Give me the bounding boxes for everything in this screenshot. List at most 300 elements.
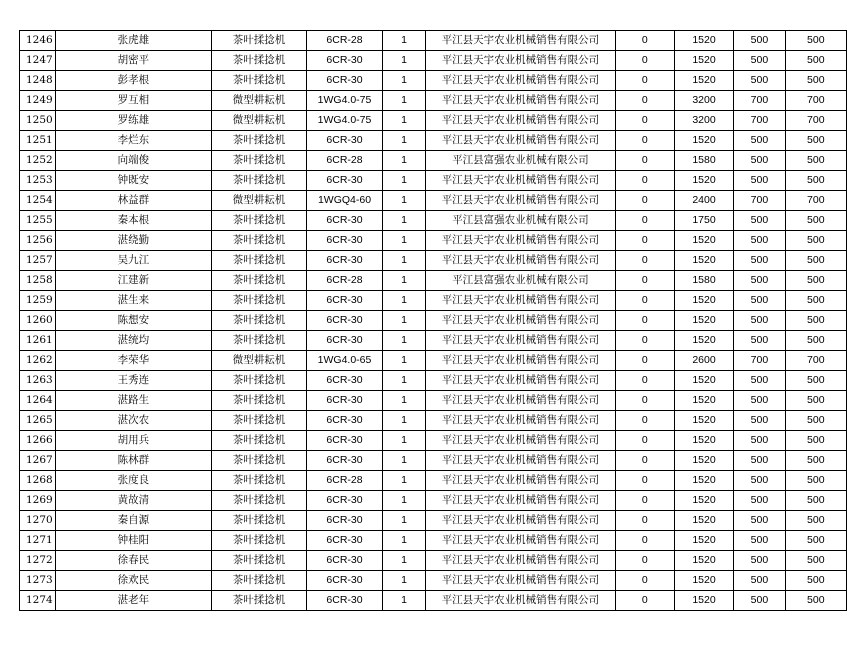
cell-col8: 1520 bbox=[674, 231, 733, 251]
cell-col9: 500 bbox=[734, 71, 785, 91]
table-row bbox=[20, 391, 847, 411]
cell-col7: 0 bbox=[615, 571, 674, 591]
cell-applicant-name: 钟既安 bbox=[55, 171, 211, 191]
cell-dealer: 平江县天宇农业机械销售有限公司 bbox=[426, 431, 615, 451]
cell-quantity: 1 bbox=[382, 471, 425, 491]
subsidy-table bbox=[19, 30, 847, 611]
table-row bbox=[20, 211, 847, 231]
cell-row-number: 1263 bbox=[20, 371, 56, 391]
cell-col8: 1520 bbox=[674, 291, 733, 311]
cell-col10: 500 bbox=[785, 251, 846, 271]
cell-row-number: 1256 bbox=[20, 231, 56, 251]
cell-dealer: 平江县富强农业机械有限公司 bbox=[426, 271, 615, 291]
cell-col7: 0 bbox=[615, 551, 674, 571]
cell-quantity: 1 bbox=[382, 151, 425, 171]
cell-dealer: 平江县天宇农业机械销售有限公司 bbox=[426, 411, 615, 431]
cell-col10: 500 bbox=[785, 171, 846, 191]
cell-col10: 500 bbox=[785, 271, 846, 291]
cell-machine-model: 1WGQ4-60 bbox=[307, 191, 383, 211]
cell-col7: 0 bbox=[615, 511, 674, 531]
cell-applicant-name: 秦本根 bbox=[55, 211, 211, 231]
table-row bbox=[20, 291, 847, 311]
cell-machine-type: 茶叶揉捻机 bbox=[211, 211, 306, 231]
cell-col7: 0 bbox=[615, 591, 674, 611]
cell-machine-model: 6CR-30 bbox=[307, 591, 383, 611]
cell-row-number: 1246 bbox=[20, 31, 56, 51]
cell-row-number: 1267 bbox=[20, 451, 56, 471]
cell-dealer: 平江县天宇农业机械销售有限公司 bbox=[426, 91, 615, 111]
cell-machine-model: 6CR-30 bbox=[307, 71, 383, 91]
cell-applicant-name: 陈林群 bbox=[55, 451, 211, 471]
cell-row-number: 1250 bbox=[20, 111, 56, 131]
cell-dealer: 平江县天宇农业机械销售有限公司 bbox=[426, 131, 615, 151]
cell-applicant-name: 王秀连 bbox=[55, 371, 211, 391]
cell-machine-model: 6CR-28 bbox=[307, 271, 383, 291]
cell-row-number: 1251 bbox=[20, 131, 56, 151]
cell-col9: 500 bbox=[734, 391, 785, 411]
cell-col7: 0 bbox=[615, 291, 674, 311]
cell-col8: 1520 bbox=[674, 51, 733, 71]
cell-col7: 0 bbox=[615, 451, 674, 471]
cell-col10: 700 bbox=[785, 111, 846, 131]
cell-applicant-name: 江建新 bbox=[55, 271, 211, 291]
cell-col9: 500 bbox=[734, 31, 785, 51]
cell-applicant-name: 湛路生 bbox=[55, 391, 211, 411]
cell-machine-model: 6CR-30 bbox=[307, 311, 383, 331]
cell-machine-type: 茶叶揉捻机 bbox=[211, 511, 306, 531]
cell-applicant-name: 徐春民 bbox=[55, 551, 211, 571]
cell-machine-type: 微型耕耘机 bbox=[211, 191, 306, 211]
cell-machine-type: 茶叶揉捻机 bbox=[211, 571, 306, 591]
cell-quantity: 1 bbox=[382, 111, 425, 131]
table-row bbox=[20, 531, 847, 551]
cell-dealer: 平江县天宇农业机械销售有限公司 bbox=[426, 591, 615, 611]
cell-col9: 700 bbox=[734, 191, 785, 211]
cell-col7: 0 bbox=[615, 371, 674, 391]
cell-dealer: 平江县天宇农业机械销售有限公司 bbox=[426, 391, 615, 411]
cell-col9: 500 bbox=[734, 371, 785, 391]
table-row bbox=[20, 331, 847, 351]
cell-machine-type: 茶叶揉捻机 bbox=[211, 251, 306, 271]
cell-col9: 500 bbox=[734, 471, 785, 491]
cell-col10: 700 bbox=[785, 351, 846, 371]
cell-applicant-name: 湛绕勤 bbox=[55, 231, 211, 251]
cell-col10: 500 bbox=[785, 371, 846, 391]
cell-machine-type: 茶叶揉捻机 bbox=[211, 271, 306, 291]
cell-dealer: 平江县天宇农业机械销售有限公司 bbox=[426, 571, 615, 591]
cell-row-number: 1272 bbox=[20, 551, 56, 571]
cell-machine-type: 茶叶揉捻机 bbox=[211, 551, 306, 571]
cell-machine-type: 茶叶揉捻机 bbox=[211, 531, 306, 551]
cell-machine-type: 茶叶揉捻机 bbox=[211, 171, 306, 191]
table-row bbox=[20, 411, 847, 431]
cell-col9: 500 bbox=[734, 571, 785, 591]
cell-quantity: 1 bbox=[382, 271, 425, 291]
cell-machine-type: 茶叶揉捻机 bbox=[211, 151, 306, 171]
cell-machine-model: 6CR-30 bbox=[307, 411, 383, 431]
cell-dealer: 平江县天宇农业机械销售有限公司 bbox=[426, 331, 615, 351]
cell-machine-model: 1WG4.0-75 bbox=[307, 111, 383, 131]
cell-applicant-name: 湛生来 bbox=[55, 291, 211, 311]
cell-row-number: 1266 bbox=[20, 431, 56, 451]
cell-col10: 500 bbox=[785, 571, 846, 591]
cell-quantity: 1 bbox=[382, 511, 425, 531]
cell-col7: 0 bbox=[615, 311, 674, 331]
cell-row-number: 1265 bbox=[20, 411, 56, 431]
cell-machine-type: 茶叶揉捻机 bbox=[211, 231, 306, 251]
cell-col7: 0 bbox=[615, 231, 674, 251]
cell-col8: 1580 bbox=[674, 271, 733, 291]
cell-col9: 500 bbox=[734, 51, 785, 71]
cell-quantity: 1 bbox=[382, 171, 425, 191]
cell-col10: 500 bbox=[785, 151, 846, 171]
cell-col9: 500 bbox=[734, 511, 785, 531]
cell-dealer: 平江县天宇农业机械销售有限公司 bbox=[426, 291, 615, 311]
cell-col8: 1520 bbox=[674, 71, 733, 91]
cell-quantity: 1 bbox=[382, 391, 425, 411]
cell-col10: 700 bbox=[785, 191, 846, 211]
cell-row-number: 1268 bbox=[20, 471, 56, 491]
cell-col8: 1750 bbox=[674, 211, 733, 231]
cell-quantity: 1 bbox=[382, 431, 425, 451]
cell-quantity: 1 bbox=[382, 371, 425, 391]
cell-col8: 3200 bbox=[674, 111, 733, 131]
cell-machine-model: 6CR-30 bbox=[307, 431, 383, 451]
cell-row-number: 1259 bbox=[20, 291, 56, 311]
cell-machine-model: 6CR-30 bbox=[307, 211, 383, 231]
cell-row-number: 1273 bbox=[20, 571, 56, 591]
cell-applicant-name: 吴九江 bbox=[55, 251, 211, 271]
cell-col9: 500 bbox=[734, 271, 785, 291]
cell-col7: 0 bbox=[615, 491, 674, 511]
cell-col9: 700 bbox=[734, 351, 785, 371]
cell-col10: 500 bbox=[785, 511, 846, 531]
cell-col7: 0 bbox=[615, 131, 674, 151]
cell-machine-model: 6CR-30 bbox=[307, 511, 383, 531]
cell-row-number: 1255 bbox=[20, 211, 56, 231]
cell-machine-type: 茶叶揉捻机 bbox=[211, 331, 306, 351]
cell-dealer: 平江县富强农业机械有限公司 bbox=[426, 211, 615, 231]
cell-col10: 500 bbox=[785, 471, 846, 491]
cell-machine-model: 6CR-30 bbox=[307, 171, 383, 191]
cell-dealer: 平江县天宇农业机械销售有限公司 bbox=[426, 551, 615, 571]
table-row bbox=[20, 31, 847, 51]
cell-quantity: 1 bbox=[382, 311, 425, 331]
cell-machine-type: 微型耕耘机 bbox=[211, 111, 306, 131]
cell-quantity: 1 bbox=[382, 531, 425, 551]
cell-row-number: 1247 bbox=[20, 51, 56, 71]
table-row bbox=[20, 131, 847, 151]
table-row bbox=[20, 351, 847, 371]
cell-machine-model: 6CR-30 bbox=[307, 391, 383, 411]
cell-col10: 500 bbox=[785, 231, 846, 251]
cell-machine-model: 6CR-30 bbox=[307, 571, 383, 591]
table-row bbox=[20, 251, 847, 271]
cell-row-number: 1249 bbox=[20, 91, 56, 111]
cell-row-number: 1254 bbox=[20, 191, 56, 211]
cell-applicant-name: 向端俊 bbox=[55, 151, 211, 171]
cell-row-number: 1252 bbox=[20, 151, 56, 171]
cell-row-number: 1264 bbox=[20, 391, 56, 411]
cell-machine-type: 茶叶揉捻机 bbox=[211, 451, 306, 471]
table-row bbox=[20, 191, 847, 211]
cell-col9: 500 bbox=[734, 311, 785, 331]
cell-machine-type: 微型耕耘机 bbox=[211, 351, 306, 371]
cell-row-number: 1262 bbox=[20, 351, 56, 371]
cell-dealer: 平江县天宇农业机械销售有限公司 bbox=[426, 71, 615, 91]
cell-machine-model: 6CR-28 bbox=[307, 151, 383, 171]
cell-dealer: 平江县天宇农业机械销售有限公司 bbox=[426, 191, 615, 211]
table-row bbox=[20, 371, 847, 391]
table-row bbox=[20, 491, 847, 511]
cell-applicant-name: 林益群 bbox=[55, 191, 211, 211]
cell-col8: 1520 bbox=[674, 411, 733, 431]
cell-quantity: 1 bbox=[382, 451, 425, 471]
cell-col7: 0 bbox=[615, 111, 674, 131]
cell-machine-type: 茶叶揉捻机 bbox=[211, 131, 306, 151]
cell-row-number: 1274 bbox=[20, 591, 56, 611]
cell-machine-model: 6CR-30 bbox=[307, 251, 383, 271]
cell-dealer: 平江县天宇农业机械销售有限公司 bbox=[426, 111, 615, 131]
cell-quantity: 1 bbox=[382, 191, 425, 211]
cell-col8: 1520 bbox=[674, 171, 733, 191]
cell-col8: 1580 bbox=[674, 151, 733, 171]
cell-applicant-name: 胡密平 bbox=[55, 51, 211, 71]
cell-applicant-name: 彭孝根 bbox=[55, 71, 211, 91]
cell-dealer: 平江县天宇农业机械销售有限公司 bbox=[426, 231, 615, 251]
cell-col10: 500 bbox=[785, 31, 846, 51]
cell-applicant-name: 徐欢民 bbox=[55, 571, 211, 591]
cell-quantity: 1 bbox=[382, 491, 425, 511]
cell-dealer: 平江县天宇农业机械销售有限公司 bbox=[426, 171, 615, 191]
cell-col10: 500 bbox=[785, 131, 846, 151]
cell-col7: 0 bbox=[615, 251, 674, 271]
cell-col9: 500 bbox=[734, 231, 785, 251]
table-row bbox=[20, 91, 847, 111]
cell-applicant-name: 李荣华 bbox=[55, 351, 211, 371]
cell-row-number: 1253 bbox=[20, 171, 56, 191]
cell-applicant-name: 胡用兵 bbox=[55, 431, 211, 451]
cell-quantity: 1 bbox=[382, 251, 425, 271]
cell-machine-model: 6CR-28 bbox=[307, 471, 383, 491]
cell-col10: 500 bbox=[785, 331, 846, 351]
cell-col8: 1520 bbox=[674, 251, 733, 271]
cell-dealer: 平江县天宇农业机械销售有限公司 bbox=[426, 471, 615, 491]
table-row bbox=[20, 311, 847, 331]
cell-col9: 500 bbox=[734, 291, 785, 311]
cell-col8: 1520 bbox=[674, 551, 733, 571]
cell-col7: 0 bbox=[615, 351, 674, 371]
cell-machine-model: 6CR-28 bbox=[307, 31, 383, 51]
cell-col7: 0 bbox=[615, 531, 674, 551]
cell-machine-model: 6CR-30 bbox=[307, 531, 383, 551]
cell-machine-type: 茶叶揉捻机 bbox=[211, 71, 306, 91]
cell-machine-type: 茶叶揉捻机 bbox=[211, 491, 306, 511]
cell-machine-model: 6CR-30 bbox=[307, 331, 383, 351]
cell-col8: 2400 bbox=[674, 191, 733, 211]
cell-machine-model: 6CR-30 bbox=[307, 231, 383, 251]
cell-dealer: 平江县富强农业机械有限公司 bbox=[426, 151, 615, 171]
cell-col10: 500 bbox=[785, 411, 846, 431]
cell-machine-model: 1WG4.0-65 bbox=[307, 351, 383, 371]
table-row bbox=[20, 451, 847, 471]
cell-col10: 500 bbox=[785, 311, 846, 331]
cell-col8: 1520 bbox=[674, 471, 733, 491]
cell-row-number: 1248 bbox=[20, 71, 56, 91]
table-row bbox=[20, 511, 847, 531]
cell-applicant-name: 李烂东 bbox=[55, 131, 211, 151]
cell-quantity: 1 bbox=[382, 91, 425, 111]
cell-machine-model: 1WG4.0-75 bbox=[307, 91, 383, 111]
cell-quantity: 1 bbox=[382, 31, 425, 51]
table-row bbox=[20, 111, 847, 131]
cell-col9: 500 bbox=[734, 551, 785, 571]
cell-dealer: 平江县天宇农业机械销售有限公司 bbox=[426, 451, 615, 471]
table-row bbox=[20, 271, 847, 291]
cell-quantity: 1 bbox=[382, 211, 425, 231]
cell-machine-model: 6CR-30 bbox=[307, 131, 383, 151]
table-row bbox=[20, 151, 847, 171]
cell-col8: 1520 bbox=[674, 591, 733, 611]
table-row bbox=[20, 431, 847, 451]
cell-col9: 500 bbox=[734, 531, 785, 551]
table-body bbox=[20, 31, 847, 611]
cell-col8: 1520 bbox=[674, 491, 733, 511]
cell-row-number: 1271 bbox=[20, 531, 56, 551]
cell-col10: 500 bbox=[785, 211, 846, 231]
cell-col7: 0 bbox=[615, 391, 674, 411]
cell-col8: 1520 bbox=[674, 431, 733, 451]
cell-machine-type: 茶叶揉捻机 bbox=[211, 51, 306, 71]
cell-dealer: 平江县天宇农业机械销售有限公司 bbox=[426, 51, 615, 71]
table-row bbox=[20, 571, 847, 591]
cell-machine-model: 6CR-30 bbox=[307, 451, 383, 471]
cell-quantity: 1 bbox=[382, 571, 425, 591]
cell-row-number: 1257 bbox=[20, 251, 56, 271]
cell-col7: 0 bbox=[615, 271, 674, 291]
cell-col10: 500 bbox=[785, 431, 846, 451]
cell-col7: 0 bbox=[615, 331, 674, 351]
cell-quantity: 1 bbox=[382, 591, 425, 611]
cell-applicant-name: 罗互相 bbox=[55, 91, 211, 111]
cell-col8: 3200 bbox=[674, 91, 733, 111]
cell-col10: 500 bbox=[785, 491, 846, 511]
cell-quantity: 1 bbox=[382, 331, 425, 351]
cell-machine-model: 6CR-30 bbox=[307, 551, 383, 571]
cell-col8: 1520 bbox=[674, 391, 733, 411]
cell-col9: 700 bbox=[734, 111, 785, 131]
cell-machine-type: 茶叶揉捻机 bbox=[211, 311, 306, 331]
cell-col9: 500 bbox=[734, 411, 785, 431]
table-row bbox=[20, 171, 847, 191]
cell-col8: 1520 bbox=[674, 511, 733, 531]
cell-col9: 500 bbox=[734, 451, 785, 471]
cell-row-number: 1260 bbox=[20, 311, 56, 331]
cell-col9: 500 bbox=[734, 331, 785, 351]
cell-col8: 1520 bbox=[674, 31, 733, 51]
cell-col8: 1520 bbox=[674, 371, 733, 391]
cell-row-number: 1270 bbox=[20, 511, 56, 531]
cell-col10: 500 bbox=[785, 531, 846, 551]
table-row bbox=[20, 471, 847, 491]
cell-col9: 700 bbox=[734, 91, 785, 111]
cell-col9: 500 bbox=[734, 431, 785, 451]
cell-col9: 500 bbox=[734, 251, 785, 271]
cell-col9: 500 bbox=[734, 491, 785, 511]
cell-col7: 0 bbox=[615, 191, 674, 211]
cell-dealer: 平江县天宇农业机械销售有限公司 bbox=[426, 351, 615, 371]
cell-col7: 0 bbox=[615, 211, 674, 231]
table-row bbox=[20, 231, 847, 251]
cell-applicant-name: 黄故清 bbox=[55, 491, 211, 511]
table-row bbox=[20, 71, 847, 91]
cell-quantity: 1 bbox=[382, 551, 425, 571]
cell-col10: 500 bbox=[785, 291, 846, 311]
cell-machine-type: 茶叶揉捻机 bbox=[211, 371, 306, 391]
cell-machine-type: 茶叶揉捻机 bbox=[211, 291, 306, 311]
cell-quantity: 1 bbox=[382, 291, 425, 311]
cell-applicant-name: 秦自源 bbox=[55, 511, 211, 531]
cell-col10: 500 bbox=[785, 551, 846, 571]
cell-applicant-name: 湛统均 bbox=[55, 331, 211, 351]
cell-col7: 0 bbox=[615, 471, 674, 491]
table-row bbox=[20, 591, 847, 611]
cell-col8: 1520 bbox=[674, 331, 733, 351]
cell-col7: 0 bbox=[615, 411, 674, 431]
cell-quantity: 1 bbox=[382, 131, 425, 151]
cell-col9: 500 bbox=[734, 591, 785, 611]
cell-quantity: 1 bbox=[382, 51, 425, 71]
cell-quantity: 1 bbox=[382, 71, 425, 91]
cell-applicant-name: 罗练雄 bbox=[55, 111, 211, 131]
cell-col8: 2600 bbox=[674, 351, 733, 371]
cell-machine-type: 微型耕耘机 bbox=[211, 91, 306, 111]
cell-machine-type: 茶叶揉捻机 bbox=[211, 431, 306, 451]
cell-applicant-name: 陈想安 bbox=[55, 311, 211, 331]
cell-applicant-name: 张虎雄 bbox=[55, 31, 211, 51]
table-row bbox=[20, 51, 847, 71]
cell-dealer: 平江县天宇农业机械销售有限公司 bbox=[426, 531, 615, 551]
cell-col7: 0 bbox=[615, 431, 674, 451]
cell-row-number: 1261 bbox=[20, 331, 56, 351]
cell-col8: 1520 bbox=[674, 451, 733, 471]
cell-dealer: 平江县天宇农业机械销售有限公司 bbox=[426, 311, 615, 331]
cell-machine-type: 茶叶揉捻机 bbox=[211, 591, 306, 611]
cell-row-number: 1258 bbox=[20, 271, 56, 291]
cell-dealer: 平江县天宇农业机械销售有限公司 bbox=[426, 491, 615, 511]
cell-col8: 1520 bbox=[674, 531, 733, 551]
cell-col7: 0 bbox=[615, 51, 674, 71]
cell-dealer: 平江县天宇农业机械销售有限公司 bbox=[426, 371, 615, 391]
cell-col7: 0 bbox=[615, 171, 674, 191]
cell-col10: 500 bbox=[785, 591, 846, 611]
cell-machine-type: 茶叶揉捻机 bbox=[211, 471, 306, 491]
cell-machine-model: 6CR-30 bbox=[307, 371, 383, 391]
cell-col7: 0 bbox=[615, 151, 674, 171]
cell-dealer: 平江县天宇农业机械销售有限公司 bbox=[426, 251, 615, 271]
cell-col10: 500 bbox=[785, 71, 846, 91]
cell-col9: 500 bbox=[734, 131, 785, 151]
cell-quantity: 1 bbox=[382, 351, 425, 371]
cell-col8: 1520 bbox=[674, 131, 733, 151]
cell-machine-type: 茶叶揉捻机 bbox=[211, 31, 306, 51]
cell-machine-model: 6CR-30 bbox=[307, 291, 383, 311]
cell-quantity: 1 bbox=[382, 231, 425, 251]
cell-applicant-name: 湛次农 bbox=[55, 411, 211, 431]
cell-col10: 500 bbox=[785, 51, 846, 71]
cell-col10: 500 bbox=[785, 391, 846, 411]
cell-applicant-name: 钟桂阳 bbox=[55, 531, 211, 551]
